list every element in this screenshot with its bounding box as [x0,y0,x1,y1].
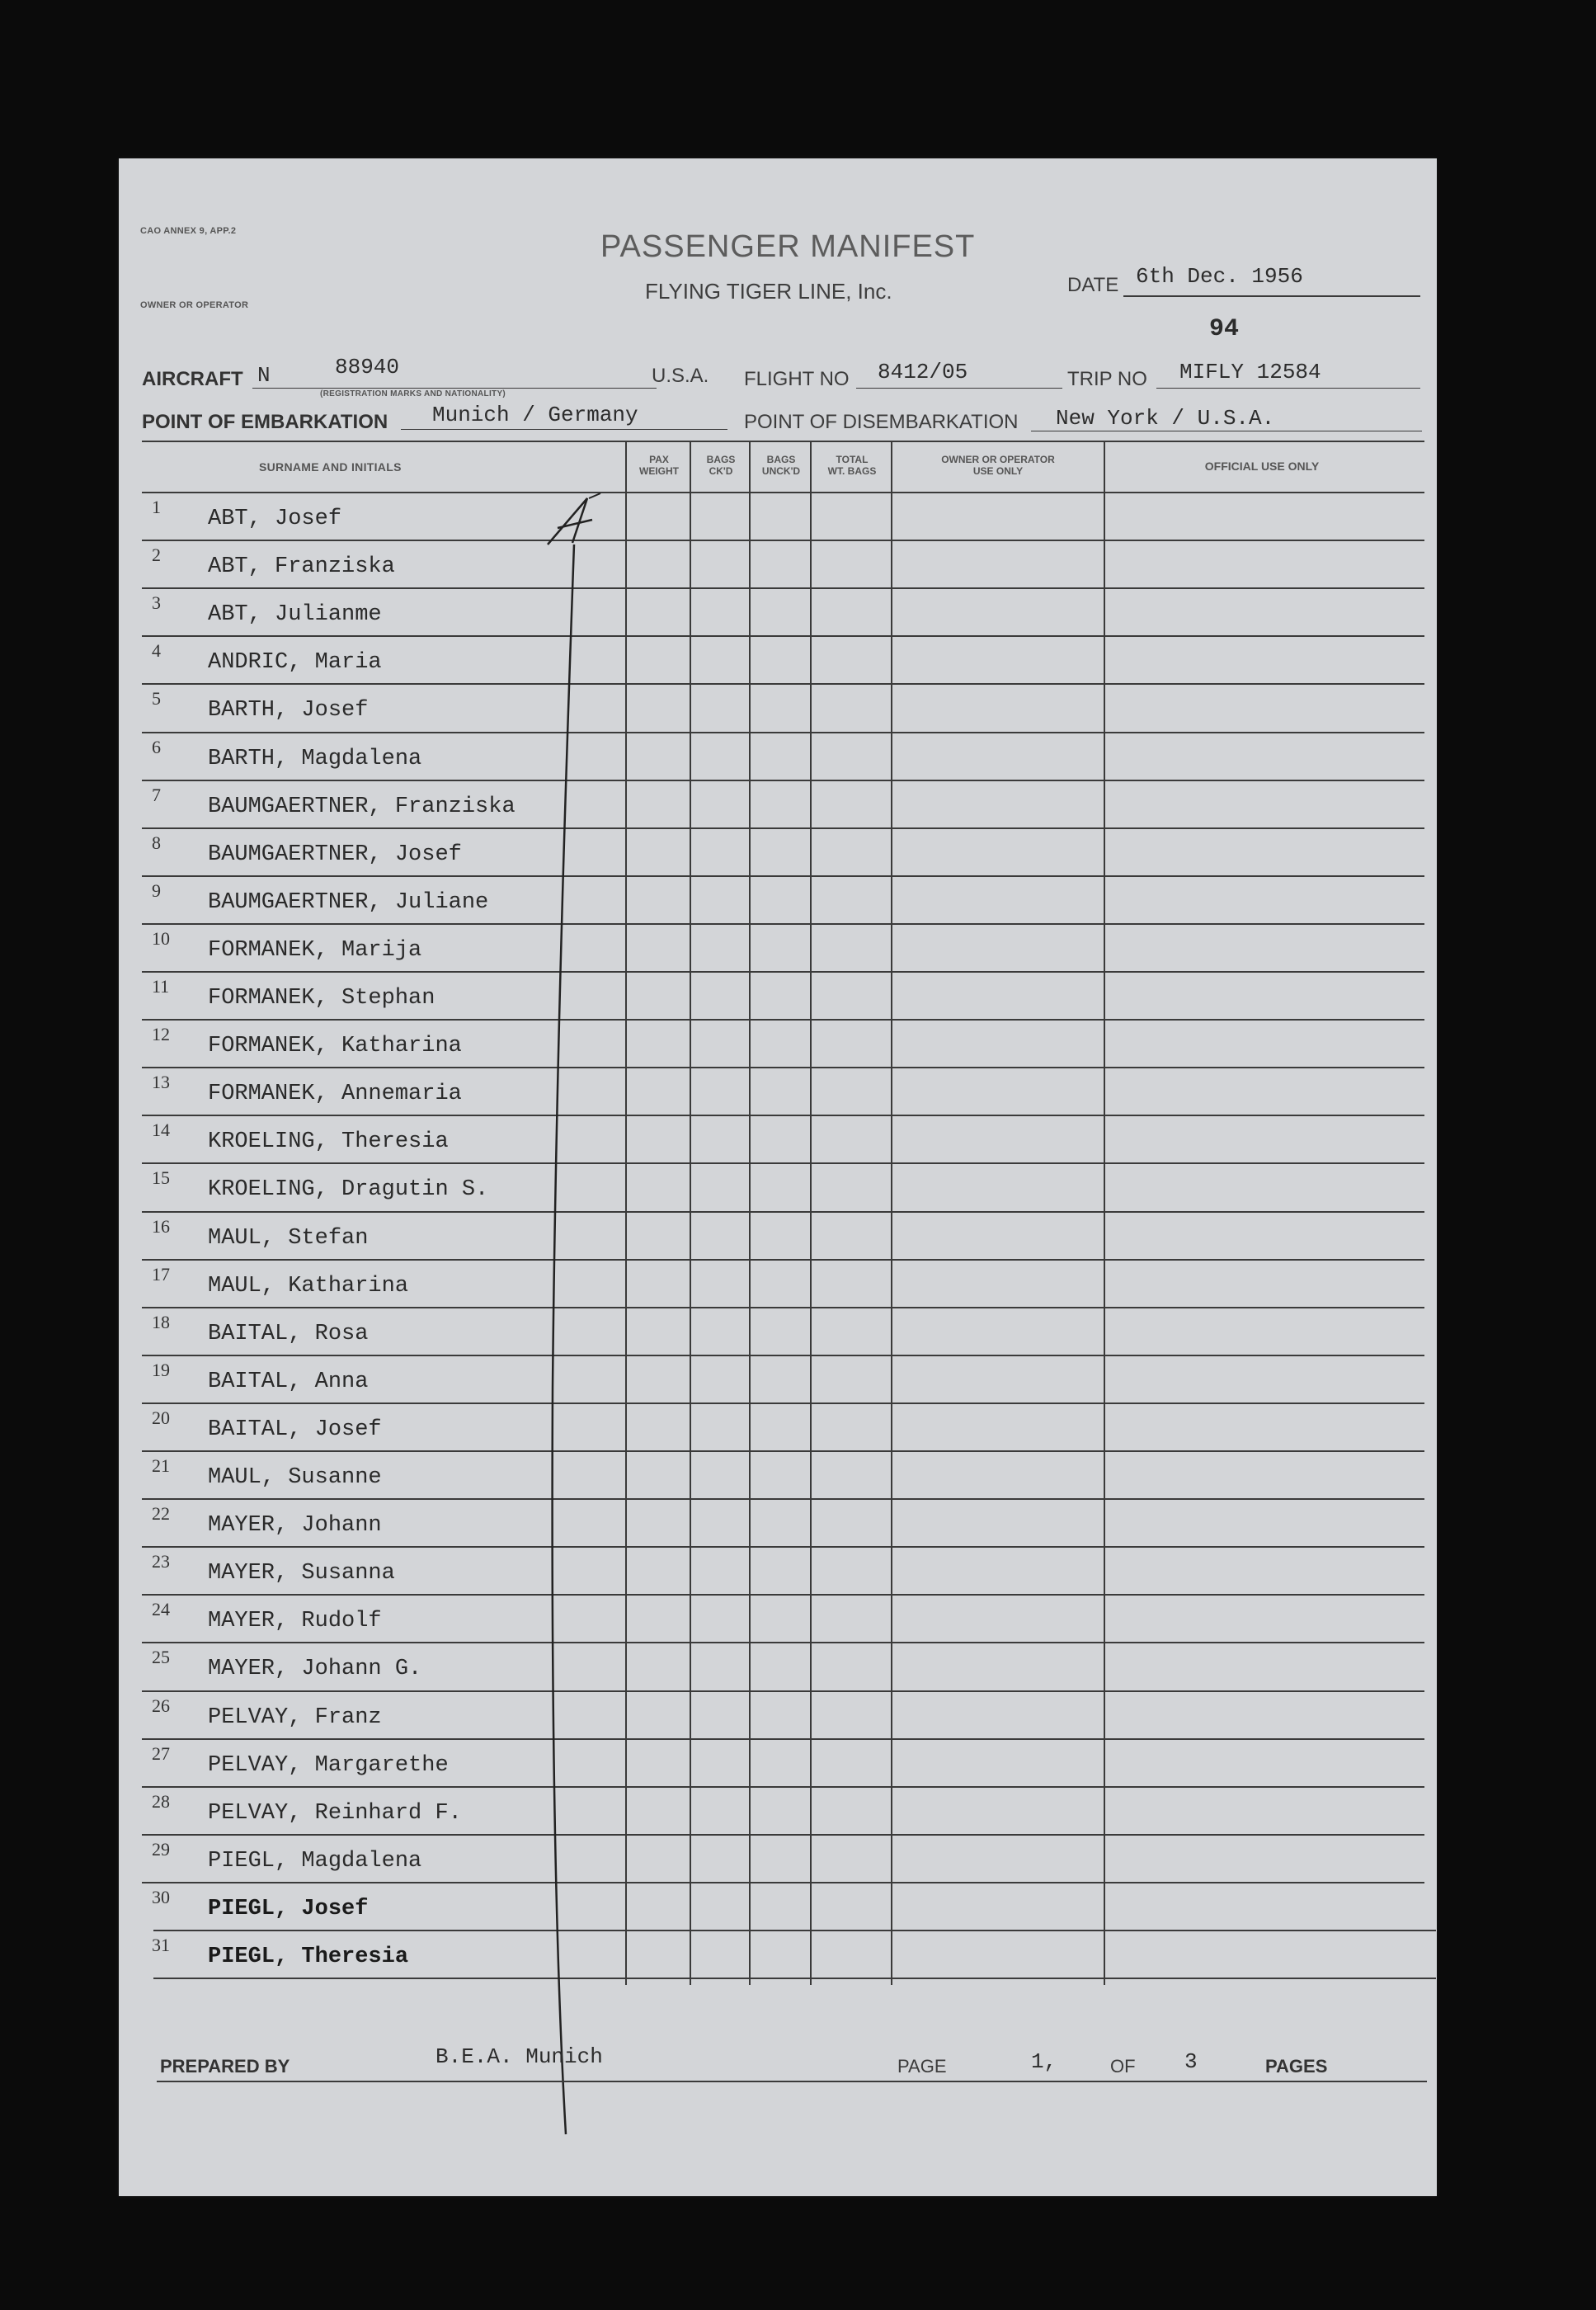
trip-label: TRIP NO [1067,368,1147,390]
row-number: 11 [152,976,170,997]
col-surname: SURNAME AND INITIALS [259,460,402,474]
disembarkation-value: New York / U.S.A. [1056,406,1275,431]
aircraft-registration: 88940 [335,355,400,380]
row-rule [142,1642,1424,1643]
row-rule [142,1307,1424,1308]
row-rule [142,875,1424,877]
embarkation-value: Munich / Germany [432,403,638,427]
row-number: 7 [152,784,161,805]
row-rule [153,1978,1436,1979]
row-rule [142,1211,1424,1213]
page-label: PAGE [897,2056,947,2077]
passenger-name: BAUMGAERTNER, Juliane [208,889,489,915]
row-number: 22 [152,1503,170,1525]
row-number: 18 [152,1311,170,1332]
row-rule [142,1738,1424,1740]
trip-number: MIFLY 12584 [1179,360,1321,384]
aircraft-prefix: N [257,363,271,388]
row-rule [142,1019,1424,1021]
corner-reference: CAO ANNEX 9, APP.2 [140,226,237,236]
row-rule [142,1162,1424,1164]
row-rule [142,827,1424,829]
row-number: 24 [152,1599,170,1620]
passenger-name: MAUL, Susanne [208,1465,382,1490]
row-number: 13 [152,1072,170,1093]
row-number: 9 [152,879,161,901]
pages-label: PAGES [1265,2056,1328,2077]
page-total: 3 [1184,2049,1198,2074]
prepared-by-label: PREPARED BY [160,2056,290,2077]
row-rule [142,587,1424,589]
margin-mark-drawing [531,480,638,2147]
row-number: 2 [152,544,161,566]
passenger-name: PELVAY, Margarethe [208,1752,449,1778]
row-rule [142,1450,1424,1452]
row-rule [142,923,1424,925]
row-rule [142,780,1424,781]
row-number: 31 [152,1935,170,1955]
manifest-sheet [119,158,1437,2196]
row-number: 16 [152,1215,170,1237]
passenger-name: BAUMGAERTNER, Franziska [208,794,516,819]
passenger-name: BAITAL, Anna [208,1369,369,1394]
row-rule [142,1067,1424,1068]
row-rule [142,1786,1424,1788]
passenger-name: BARTH, Josef [208,698,369,724]
passenger-name: ABT, Josef [208,507,342,531]
passenger-name: FORMANEK, Marija [208,937,422,963]
row-number: 3 [152,592,161,614]
row-number: 6 [152,736,161,757]
passenger-name: MAYER, Johann G. [208,1657,422,1682]
embarkation-label: POINT OF EMBARKATION [142,411,388,433]
passenger-name: MAUL, Katharina [208,1273,409,1299]
row-number: 17 [152,1263,170,1285]
prepared-by-value: B.E.A. Munich [435,2044,603,2069]
row-number: 25 [152,1647,170,1668]
col-owner-use: OWNER OR OPERATOR USE ONLY [941,454,1055,477]
row-number: 27 [152,1742,170,1764]
passenger-rows [119,158,1437,1998]
passenger-name: FORMANEK, Annemaria [208,1082,462,1107]
row-rule [142,1594,1424,1596]
row-number: 14 [152,1120,170,1141]
col-bags-unckd: BAGS UNCK'D [761,454,801,477]
passenger-name: PELVAY, Franz [208,1704,382,1730]
col-bags-ckd: BAGS CK'D [706,454,736,477]
row-rule [142,1690,1424,1692]
row-number: 10 [152,927,170,949]
row-rule [142,1882,1424,1883]
row-rule [142,635,1424,637]
row-rule [142,540,1424,541]
col-total-weight: TOTAL WT. BAGS [827,454,877,477]
row-rule [142,1546,1424,1548]
manifest-number: 94 [1209,315,1240,343]
col-official-use: OFFICIAL USE ONLY [1204,460,1320,473]
date-label: DATE [1067,274,1119,296]
row-number: 1 [152,497,161,517]
date-value: 6th Dec. 1956 [1136,264,1303,289]
row-number: 29 [152,1838,170,1860]
passenger-name: PELVAY, Reinhard F. [208,1800,462,1826]
passenger-name: ANDRIC, Maria [208,650,382,676]
operator-name: FLYING TIGER LINE, Inc. [645,279,892,304]
passenger-name: KROELING, Theresia [208,1129,449,1155]
passenger-name: ABT, Julianme [208,602,382,628]
disembarkation-label: POINT OF DISEMBARKATION [744,411,1019,433]
row-rule [142,1402,1424,1404]
row-number: 4 [152,640,161,662]
passenger-name: FORMANEK, Stephan [208,986,435,1011]
owner-label: OWNER OR OPERATOR [140,300,249,310]
row-number: 5 [152,688,161,710]
passenger-name: FORMANEK, Katharina [208,1034,462,1059]
passenger-name: ABT, Franziska [208,554,395,580]
flight-number: 8412/05 [878,360,968,384]
row-number: 20 [152,1407,170,1428]
registration-note: (REGISTRATION MARKS AND NATIONALITY) [320,389,506,398]
row-rule [142,971,1424,973]
passenger-name: MAUL, Stefan [208,1225,369,1251]
row-number: 26 [152,1695,170,1716]
row-rule [142,1115,1424,1116]
passenger-name: BAUMGAERTNER, Josef [208,842,462,867]
passenger-name: BAITAL, Josef [208,1417,382,1442]
row-number: 19 [152,1359,170,1380]
passenger-name: MAYER, Susanna [208,1561,395,1586]
row-number: 23 [152,1551,170,1572]
flight-label: FLIGHT NO [744,368,850,390]
row-number: 8 [152,832,161,853]
row-rule [142,1259,1424,1261]
row-rule [142,1498,1424,1500]
footer-rule [157,2081,1427,2082]
passenger-name: KROELING, Dragutin S. [208,1177,489,1203]
passenger-name: PIEGL, Josef [208,1896,369,1921]
row-number: 28 [152,1790,170,1812]
country-label: U.S.A. [652,365,709,387]
passenger-name: PIEGL, Magdalena [208,1848,422,1874]
row-number: 30 [152,1886,170,1907]
row-rule [142,683,1424,685]
form-title: PASSENGER MANIFEST [600,229,976,264]
row-rule [153,1930,1436,1931]
row-number: 15 [152,1167,170,1189]
passenger-name: BAITAL, Rosa [208,1321,369,1346]
passenger-name: PIEGL, Theresia [208,1945,409,1969]
aircraft-label: AIRCRAFT [142,368,243,390]
passenger-name: MAYER, Rudolf [208,1609,382,1634]
row-number: 12 [152,1024,170,1045]
row-rule [142,1355,1424,1356]
row-rule [142,1834,1424,1836]
col-pax-weight: PAX WEIGHT [639,454,679,477]
row-number: 21 [152,1455,170,1476]
page-number: 1, [1031,2049,1057,2074]
row-rule [142,732,1424,733]
passenger-name: BARTH, Magdalena [208,746,422,771]
of-label: OF [1110,2056,1136,2077]
passenger-name: MAYER, Johann [208,1513,382,1539]
